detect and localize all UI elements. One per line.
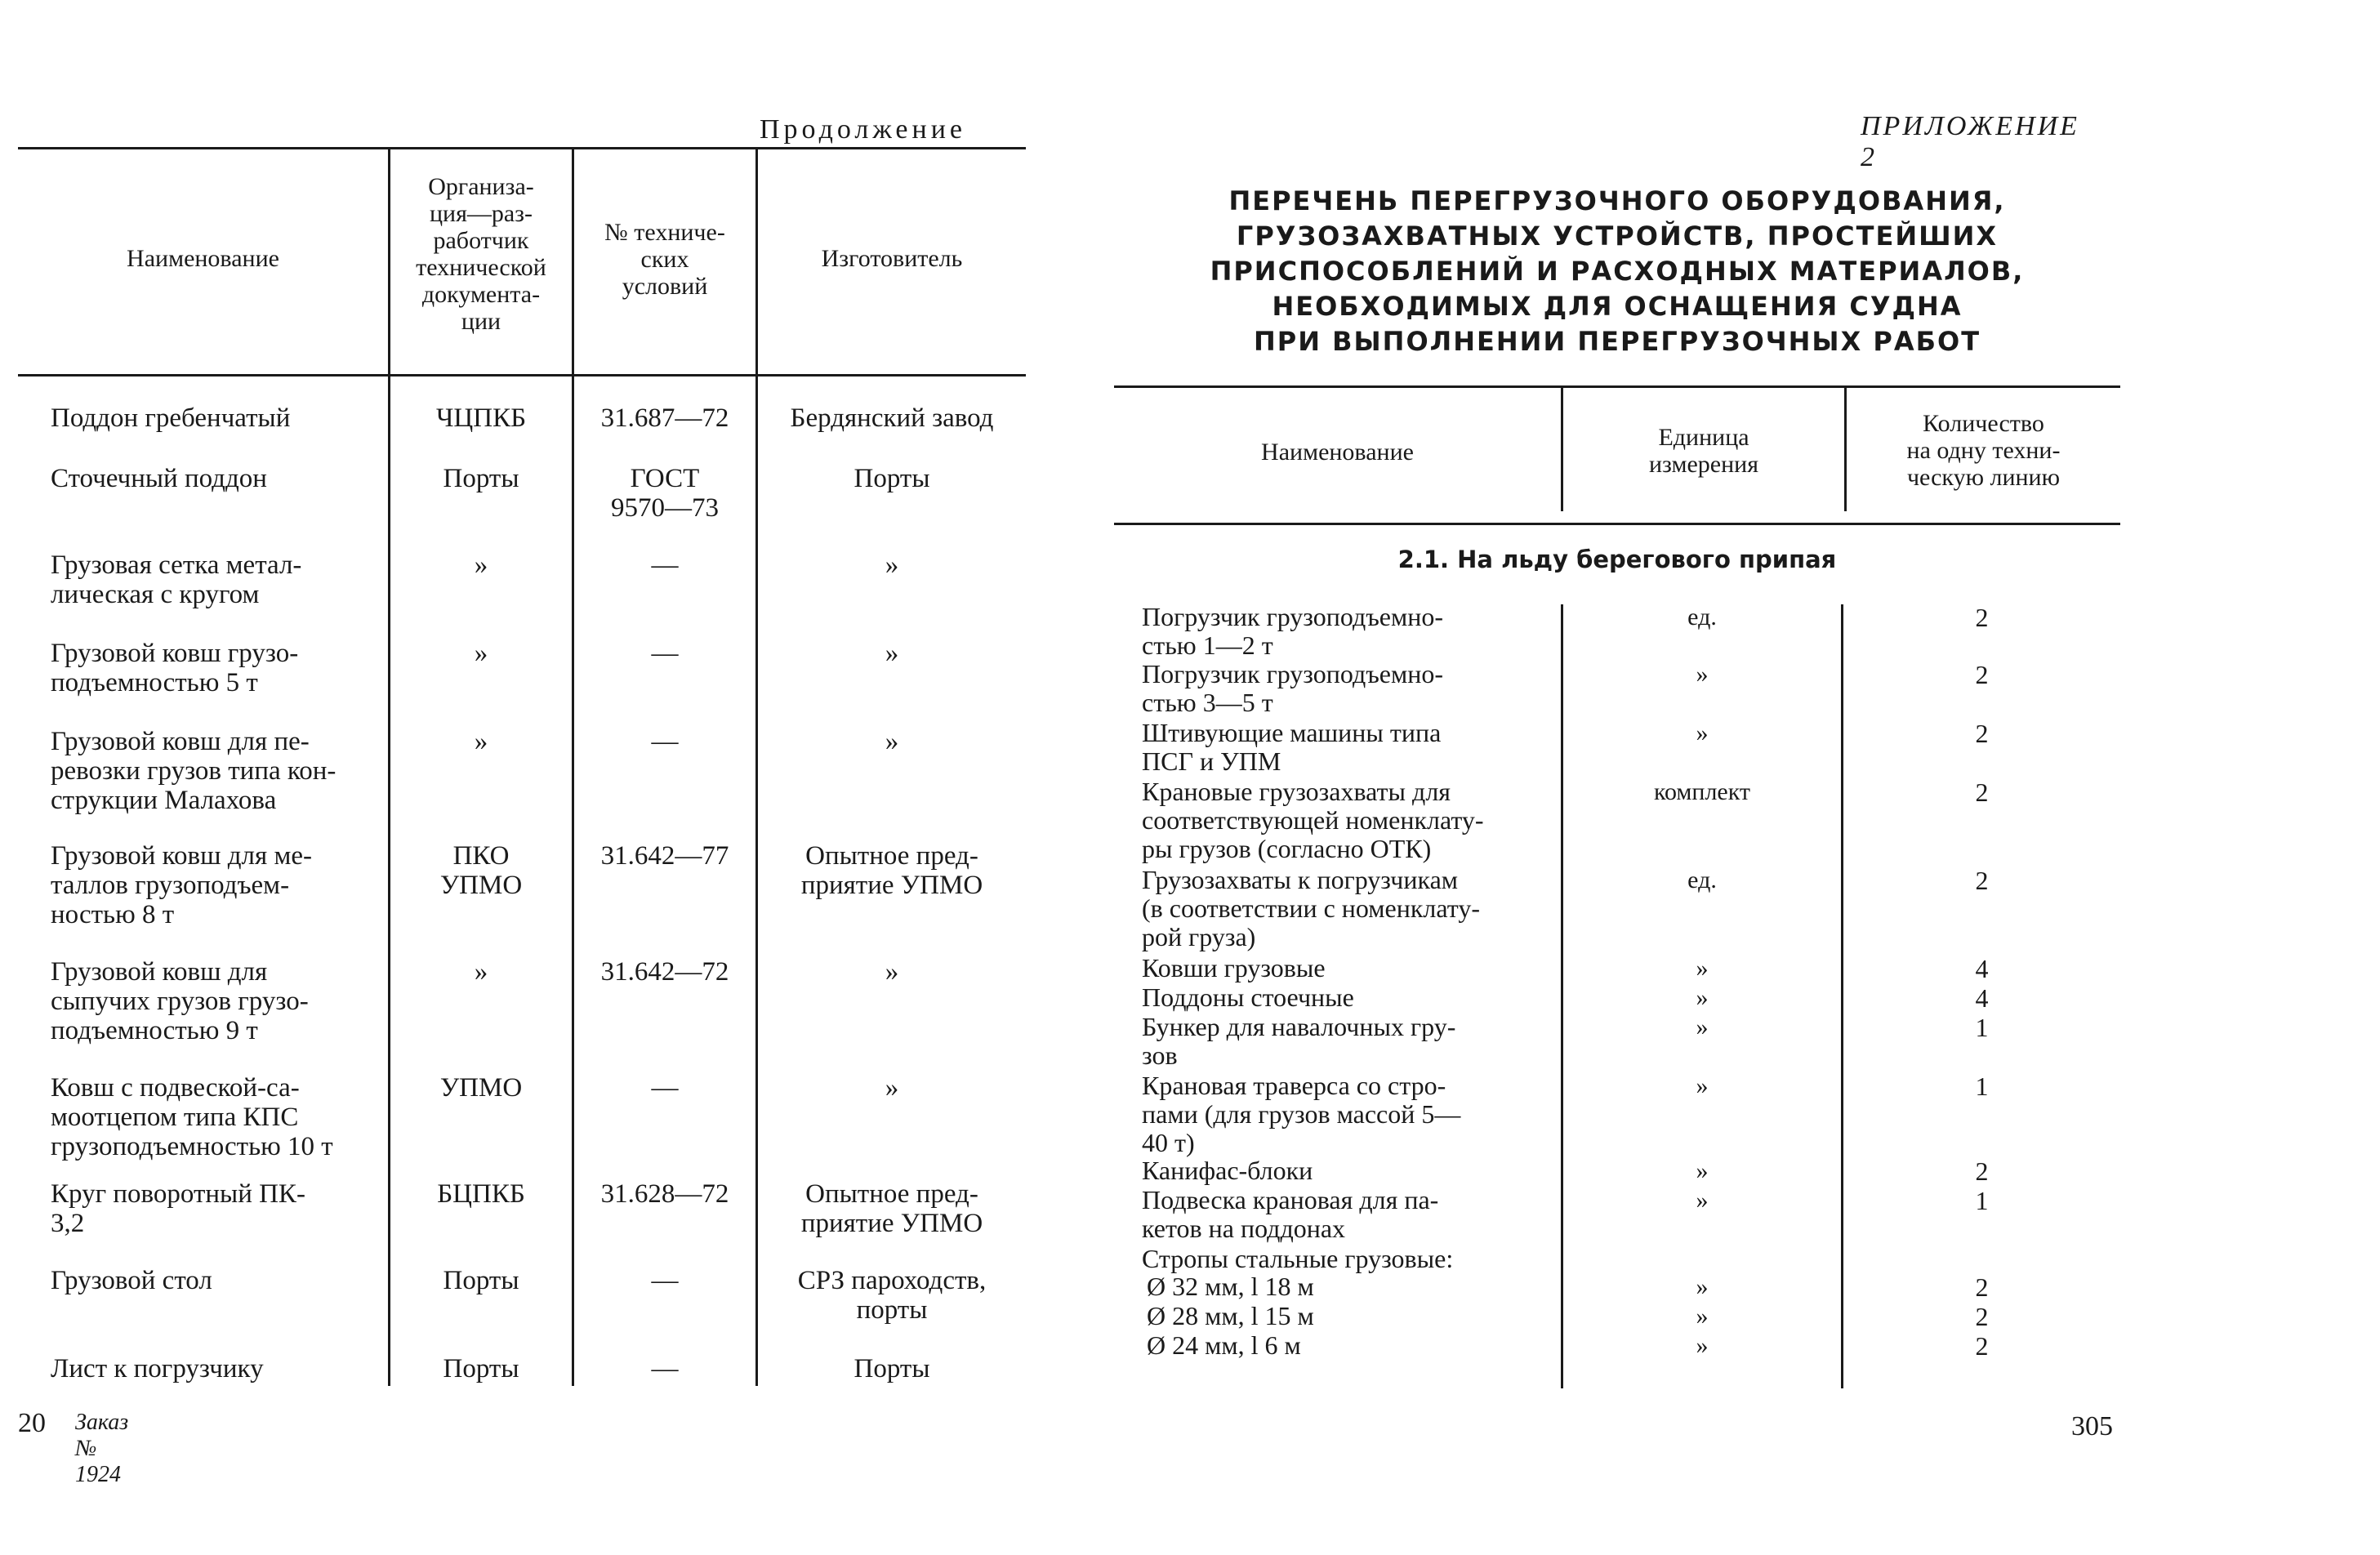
left-item-organization: » bbox=[474, 639, 488, 668]
right-item-qty: 2 bbox=[1975, 603, 1989, 632]
right-item-qty: 2 bbox=[1975, 1302, 1989, 1331]
left-header-organization: Организа- ция—раз- работчик технической документа- ции bbox=[416, 173, 546, 335]
continuation-label: Продолжение bbox=[760, 114, 967, 145]
right-item-unit: ед. bbox=[1687, 604, 1717, 630]
left-item-manufacturer: » bbox=[885, 550, 899, 580]
right-item-unit: » bbox=[1696, 984, 1709, 1011]
right-item-qty: 4 bbox=[1975, 954, 1989, 983]
title-line: ПРИ ВЫПОЛНЕНИИ ПЕРЕГРУЗОЧНЫХ РАБОТ bbox=[1253, 326, 1981, 357]
right-table-top-rule bbox=[1114, 385, 2120, 388]
right-header-qty: Количество на одну техни- ческую линию bbox=[1906, 410, 2061, 491]
right-item-name: Погрузчик грузоподъемно- стью 3—5 т bbox=[1142, 659, 1443, 717]
left-header-manufacturer: Изготовитель bbox=[821, 245, 963, 272]
right-item-unit: » bbox=[1696, 1072, 1709, 1099]
left-table-header-rule bbox=[18, 374, 1026, 376]
left-item-tech-conditions: — bbox=[651, 1266, 679, 1295]
right-item-unit: » bbox=[1696, 955, 1709, 982]
left-item-tech-conditions: ГОСТ 9570—73 bbox=[611, 464, 719, 523]
right-item-qty: 2 bbox=[1975, 866, 1989, 895]
right-item-qty: 2 bbox=[1975, 1156, 1989, 1186]
left-item-organization: » bbox=[474, 957, 488, 987]
left-item-manufacturer: СРЗ пароходств, порты bbox=[797, 1266, 987, 1325]
left-item-organization: » bbox=[474, 550, 488, 580]
left-table-top-rule bbox=[18, 147, 1026, 149]
right-item-unit: комплект bbox=[1653, 778, 1751, 805]
right-item-qty: 2 bbox=[1975, 719, 1989, 748]
left-item-manufacturer: » bbox=[885, 639, 899, 668]
left-item-tech-conditions: — bbox=[651, 550, 679, 580]
title-line: НЕОБХОДИМЫХ ДЛЯ ОСНАЩЕНИЯ СУДНА bbox=[1272, 291, 1963, 322]
left-item-organization: Порты bbox=[443, 1266, 519, 1295]
left-item-manufacturer: » bbox=[885, 1073, 899, 1103]
left-item-tech-conditions: — bbox=[651, 1354, 679, 1383]
right-item-name: Ковши грузовые bbox=[1142, 953, 1326, 982]
left-item-name: Грузовой ковш для пе- ревозки грузов типа кон- струкции Малахова bbox=[51, 727, 336, 815]
appendix-label: ПРИЛОЖЕНИЕ 2 bbox=[1861, 111, 2079, 172]
left-item-tech-conditions: — bbox=[651, 639, 679, 668]
left-item-organization: Порты bbox=[443, 464, 519, 493]
right-item-name: Ø 28 мм, l 15 м bbox=[1147, 1301, 1314, 1330]
left-item-tech-conditions: 31.642—77 bbox=[600, 841, 729, 871]
right-item-unit: » bbox=[1696, 720, 1709, 746]
left-item-name: Грузовой ковш грузо- подъемностью 5 т bbox=[51, 639, 299, 697]
right-item-qty: 2 bbox=[1975, 778, 1989, 807]
right-item-name: Подвеска крановая для па- кетов на поддонах bbox=[1142, 1185, 1439, 1243]
right-item-qty: 2 bbox=[1975, 1272, 1989, 1302]
right-item-unit: » bbox=[1696, 1332, 1709, 1359]
right-item-name: Бункер для навалочных гру- зов bbox=[1142, 1012, 1456, 1070]
left-item-organization: ПКО УПМО bbox=[439, 841, 523, 900]
right-item-unit: » bbox=[1696, 1014, 1709, 1040]
right-item-name: Канифас-блоки bbox=[1142, 1156, 1313, 1185]
left-item-tech-conditions: 31.642—72 bbox=[600, 957, 729, 987]
left-item-name: Грузовая сетка метал- лическая с кругом bbox=[51, 550, 302, 609]
left-item-tech-conditions: — bbox=[651, 727, 679, 756]
order-number: Заказ № 1924 bbox=[75, 1410, 129, 1487]
left-item-name: Грузовой ковш для ме- таллов грузоподъем- ностью 8 т bbox=[51, 841, 312, 929]
left-item-name: Грузовой ковш для сыпучих грузов грузо- подъемностью 9 т bbox=[51, 957, 309, 1045]
left-item-tech-conditions: — bbox=[651, 1073, 679, 1103]
right-item-unit: ед. bbox=[1687, 867, 1717, 893]
right-item-name: Крановая траверса со стро- пами (для грузов массой 5— 40 т) bbox=[1142, 1071, 1461, 1157]
left-item-organization: ЧЦПКБ bbox=[435, 403, 527, 433]
left-item-name: Поддон гребенчатый bbox=[51, 403, 291, 433]
document-title bbox=[1111, 184, 2124, 359]
left-item-name: Круг поворотный ПК- 3,2 bbox=[51, 1179, 305, 1238]
right-item-name: Ø 32 мм, l 18 м bbox=[1147, 1272, 1314, 1301]
right-item-name: Штивующие машины типа ПСГ и УПМ bbox=[1142, 718, 1442, 776]
title-line: ГРУЗОЗАХВАТНЫХ УСТРОЙСТВ, ПРОСТЕЙШИХ bbox=[1236, 221, 1999, 252]
left-item-tech-conditions: 31.687—72 bbox=[600, 403, 729, 433]
left-item-manufacturer: Порты bbox=[854, 464, 930, 493]
right-item-name: Ø 24 мм, l 6 м bbox=[1147, 1330, 1301, 1360]
left-item-manufacturer: Опытное пред- приятие УПМО bbox=[800, 841, 983, 900]
right-item-unit: » bbox=[1696, 1157, 1709, 1184]
left-item-manufacturer: Порты bbox=[854, 1354, 930, 1383]
left-item-name: Грузовой стол bbox=[51, 1266, 212, 1295]
right-item-name: Крановые грузозахваты для соответствующей номенклату- ры грузов (согласно ОТК) bbox=[1142, 777, 1484, 863]
right-item-unit: » bbox=[1696, 661, 1709, 688]
right-item-unit: » bbox=[1696, 1303, 1709, 1330]
right-item-name: Погрузчик грузоподъемно- стью 1—2 т bbox=[1142, 602, 1443, 660]
right-item-name: Поддоны стоечные bbox=[1142, 982, 1354, 1012]
left-item-organization: » bbox=[474, 727, 488, 756]
left-item-manufacturer: Опытное пред- приятие УПМО bbox=[800, 1179, 983, 1238]
left-item-manufacturer: » bbox=[885, 727, 899, 756]
title-line: ПРИСПОСОБЛЕНИЙ И РАСХОДНЫХ МАТЕРИАЛОВ, bbox=[1210, 256, 2025, 287]
right-item-qty: 1 bbox=[1975, 1013, 1989, 1042]
left-item-manufacturer: Бердянский завод bbox=[790, 403, 994, 433]
right-item-qty: 2 bbox=[1975, 660, 1989, 689]
left-item-tech-conditions: 31.628—72 bbox=[600, 1179, 729, 1209]
right-header-unit: Единица измерения bbox=[1648, 424, 1758, 478]
left-item-organization: УПМО bbox=[439, 1073, 523, 1103]
right-item-unit: » bbox=[1696, 1187, 1709, 1214]
right-item-qty: 2 bbox=[1975, 1331, 1989, 1361]
right-page-number: 305 bbox=[2071, 1411, 2113, 1441]
right-item-name: Стропы стальные грузовые: bbox=[1142, 1244, 1454, 1273]
left-item-name: Лист к погрузчику bbox=[51, 1354, 264, 1383]
title-line: ПЕРЕЧЕНЬ ПЕРЕГРУЗОЧНОГО ОБОРУДОВАНИЯ, bbox=[1228, 185, 2006, 216]
left-header-tech-conditions: № техниче- ских условий bbox=[604, 219, 725, 300]
right-item-unit: » bbox=[1696, 1273, 1709, 1300]
left-item-organization: БЦПКБ bbox=[437, 1179, 525, 1209]
right-item-name: Грузозахваты к погрузчикам (в соответствии с номенклату- рой груза) bbox=[1142, 865, 1480, 951]
right-header-name: Наименование bbox=[1261, 439, 1414, 466]
left-page-number: 20 bbox=[18, 1408, 46, 1438]
right-item-qty: 4 bbox=[1975, 983, 1989, 1013]
left-item-name: Сточечный поддон bbox=[51, 464, 267, 493]
left-item-organization: Порты bbox=[443, 1354, 519, 1383]
section-title: 2.1. На льду берегового припая bbox=[1397, 546, 1837, 573]
left-item-name: Ковш с подвеской-са- моотцепом типа КПС грузоподъемностью 10 т bbox=[51, 1073, 333, 1161]
right-item-qty: 1 bbox=[1975, 1072, 1989, 1101]
left-header-name: Наименование bbox=[127, 245, 279, 272]
right-table-header-rule bbox=[1114, 523, 2120, 525]
right-item-qty: 1 bbox=[1975, 1186, 1989, 1215]
left-item-manufacturer: » bbox=[885, 957, 899, 987]
